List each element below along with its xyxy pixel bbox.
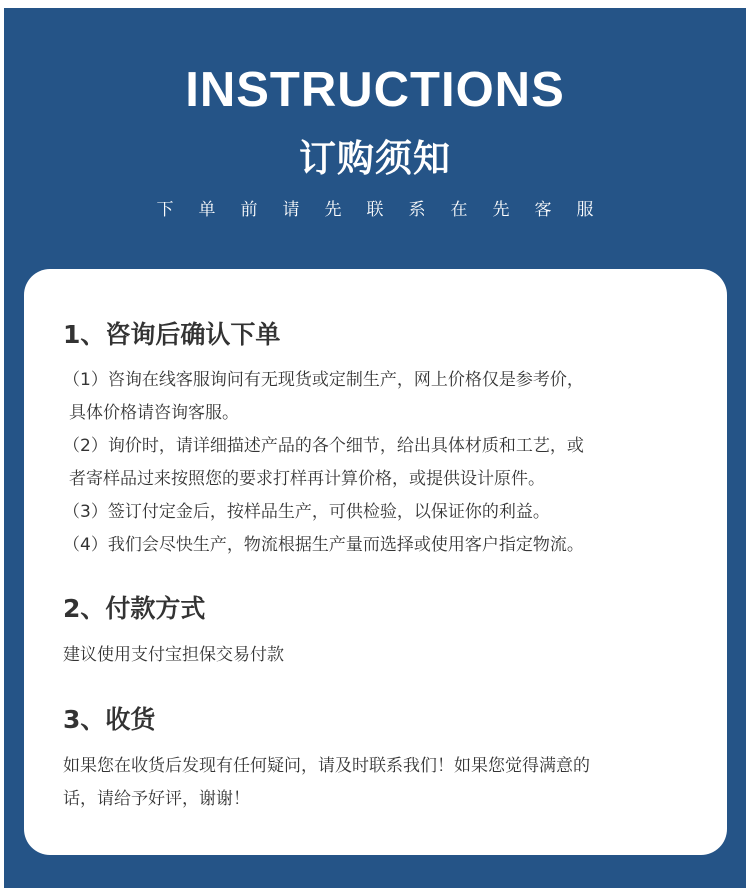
section-3-line: 话，请给予好评，谢谢！ bbox=[63, 789, 250, 809]
subtitle: 下单前请先联系在先客服 bbox=[156, 200, 619, 220]
section-3-heading: 3、收货 bbox=[63, 705, 156, 734]
section-1-body bbox=[63, 364, 584, 562]
title-chinese: 订购须知 bbox=[299, 137, 451, 180]
section-1-line: （1）咨询在线客服询问有无现货或定制生产，网上价格仅是参考价， bbox=[63, 370, 584, 390]
section-2-body bbox=[63, 639, 284, 672]
section-1-line: 具体价格请咨询客服。 bbox=[69, 403, 239, 423]
title-english: INSTRUCTIONS bbox=[185, 63, 565, 117]
section-3-body bbox=[63, 750, 590, 816]
section-2-heading: 2、付款方式 bbox=[63, 594, 206, 623]
section-1-line: 者寄样品过来按照您的要求打样再计算价格，或提供设计原件。 bbox=[69, 469, 545, 489]
section-1-line: （3）签订付定金后，按样品生产，可供检验，以保证你的利益。 bbox=[63, 502, 550, 522]
section-1-line: （2）询价时，请详细描述产品的各个细节，给出具体材质和工艺，或 bbox=[63, 436, 584, 456]
section-2-line: 建议使用支付宝担保交易付款 bbox=[63, 645, 284, 665]
instructions-card bbox=[24, 269, 727, 855]
section-1-heading: 1、咨询后确认下单 bbox=[63, 320, 281, 349]
section-1-line: （4）我们会尽快生产，物流根据生产量而选择或使用客户指定物流。 bbox=[63, 535, 584, 555]
section-3-line: 如果您在收货后发现有任何疑问，请及时联系我们！如果您觉得满意的 bbox=[63, 756, 590, 776]
